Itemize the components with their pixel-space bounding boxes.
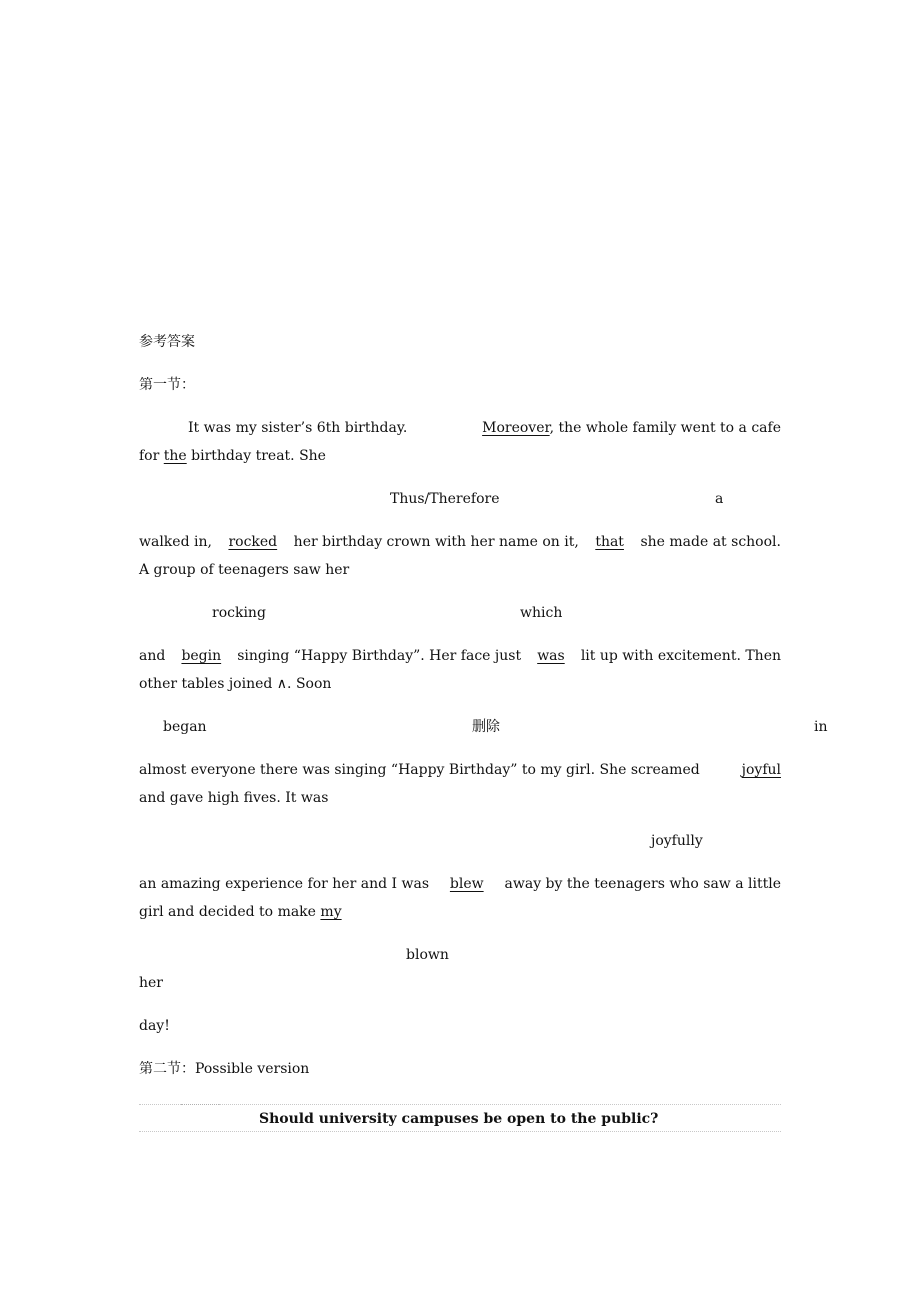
text-segment: an amazing experience for her and I was xyxy=(139,876,430,892)
text-segment: and xyxy=(139,648,166,664)
underlined-error: rocked xyxy=(228,534,278,550)
text-line-6: other tables joined ∧. Soon xyxy=(139,676,332,692)
underlined-error: the xyxy=(163,448,187,464)
dotted-rule xyxy=(139,1104,181,1105)
text-line-day: day! xyxy=(139,1018,170,1034)
correction-began: began xyxy=(163,719,207,735)
correction-in: in xyxy=(814,719,828,735)
essay-title: Should university campuses be open to the public? xyxy=(259,1111,659,1127)
correction-which: which xyxy=(520,605,563,621)
text-segment: singing “Happy Birthday”. Her face just xyxy=(237,648,522,664)
text-segment: birthday treat. She xyxy=(191,448,326,464)
text-line-3 xyxy=(139,533,781,551)
text-line-2 xyxy=(139,447,326,465)
answer-heading: 参考答案 xyxy=(139,334,195,350)
underlined-error: begin xyxy=(181,648,222,664)
underlined-error: Moreover xyxy=(482,420,550,436)
text-segment: she made at school. xyxy=(640,534,781,550)
underlined-error: blew xyxy=(449,876,484,892)
text-segment: lit up with excitement. Then xyxy=(580,648,781,664)
section-1-label: 第一节： xyxy=(139,377,195,393)
correction-thus-therefore: Thus/Therefore xyxy=(390,491,500,507)
correction-joyfully: joyfully xyxy=(651,833,703,849)
text-segment: almost everyone there was singing “Happy Birthday” to my girl. She screamed xyxy=(139,762,700,778)
text-line-7 xyxy=(139,761,781,779)
dotted-rule xyxy=(181,1104,219,1105)
text-line-8: and gave high fives. It was xyxy=(139,790,329,806)
section-2-label: 第二节：Possible version xyxy=(139,1061,310,1077)
underlined-error: that xyxy=(595,534,624,550)
underlined-error: was xyxy=(537,648,565,664)
text-line-10 xyxy=(139,903,342,921)
text-line-5 xyxy=(139,647,781,665)
correction-rocking: rocking xyxy=(212,605,266,621)
text-line-4: A group of teenagers saw her xyxy=(139,562,350,578)
text-line-1 xyxy=(139,419,781,437)
text-segment: walked in, xyxy=(139,534,212,550)
text-line-9 xyxy=(139,875,781,893)
correction-blown: blown xyxy=(406,947,449,963)
error-moreover xyxy=(482,419,781,437)
text-segment: girl and decided to make xyxy=(139,904,316,920)
correction-delete: 删除 xyxy=(472,719,500,735)
correction-a: a xyxy=(715,491,724,507)
text-segment: away by the teenagers who saw a little xyxy=(504,876,781,892)
text-segment: , the whole family went to a cafe xyxy=(549,420,781,436)
underlined-error: joyful xyxy=(741,762,781,778)
text-segment: It was my sister’s 6th birthday. xyxy=(188,420,408,436)
dotted-rule xyxy=(219,1104,781,1105)
text-segment: for xyxy=(139,448,160,464)
correction-her: her xyxy=(139,975,163,991)
underlined-error: my xyxy=(320,904,342,920)
dotted-rule xyxy=(139,1131,781,1132)
text-segment: her birthday crown with her name on it, xyxy=(293,534,579,550)
